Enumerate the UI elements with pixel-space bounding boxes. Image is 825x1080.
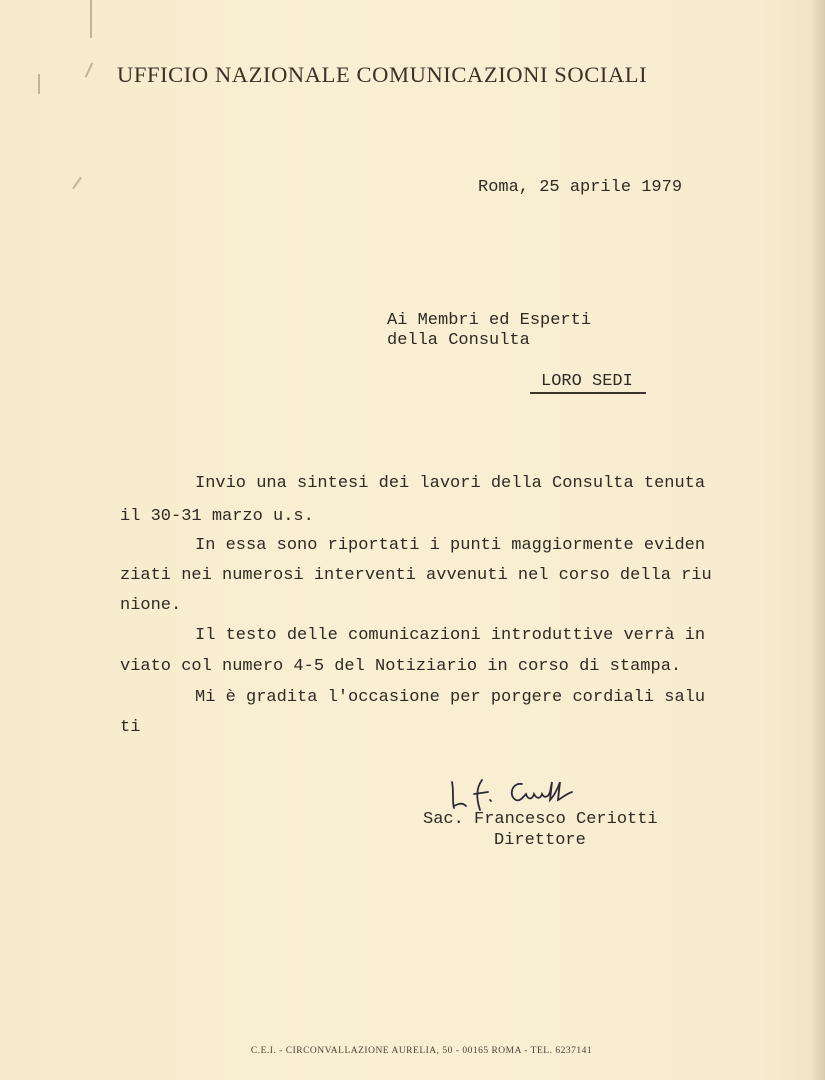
pencil-mark	[38, 74, 40, 94]
pencil-mark	[90, 0, 92, 38]
place-date: Roma, 25 aprile 1979	[478, 178, 683, 197]
letterhead-title: UFFICIO NAZIONALE COMUNICAZIONI SOCIALI	[117, 62, 648, 87]
recipient-note: LORO SEDI	[541, 372, 633, 391]
body-line: ti	[120, 718, 141, 737]
footer-address: C.E.I. - CIRCONVALLAZIONE AURELIA, 50 - 00165 ROMA - TEL. 6237141	[250, 1046, 593, 1056]
recipient-line: Ai Membri ed Esperti	[387, 311, 592, 330]
body-line: nione.	[120, 596, 182, 615]
recipient-note-underline	[530, 392, 646, 394]
body-line: viato col numero 4-5 del Notiziario in corso di stampa.	[120, 657, 682, 676]
page-edge-shadow	[811, 0, 825, 1080]
body-line: il 30-31 marzo u.s.	[120, 507, 314, 526]
body-line: Invio una sintesi dei lavori della Consulta tenuta	[195, 474, 706, 493]
pencil-mark	[85, 62, 94, 77]
signatory-title: Direttore	[494, 831, 586, 850]
body-line: In essa sono riportati i punti maggiormente eviden	[195, 536, 706, 555]
body-line: ziati nei numerosi interventi avvenuti nel corso della riu	[120, 566, 712, 585]
pencil-mark	[72, 177, 82, 190]
signatory-name: Sac. Francesco Ceriotti	[423, 810, 658, 829]
handwritten-signature	[446, 776, 596, 812]
body-line: Mi è gradita l'occasione per porgere cordiali salu	[195, 688, 706, 707]
body-line: Il testo delle comunicazioni introduttive verrà in	[195, 626, 706, 645]
recipient-line: della Consulta	[387, 331, 530, 350]
